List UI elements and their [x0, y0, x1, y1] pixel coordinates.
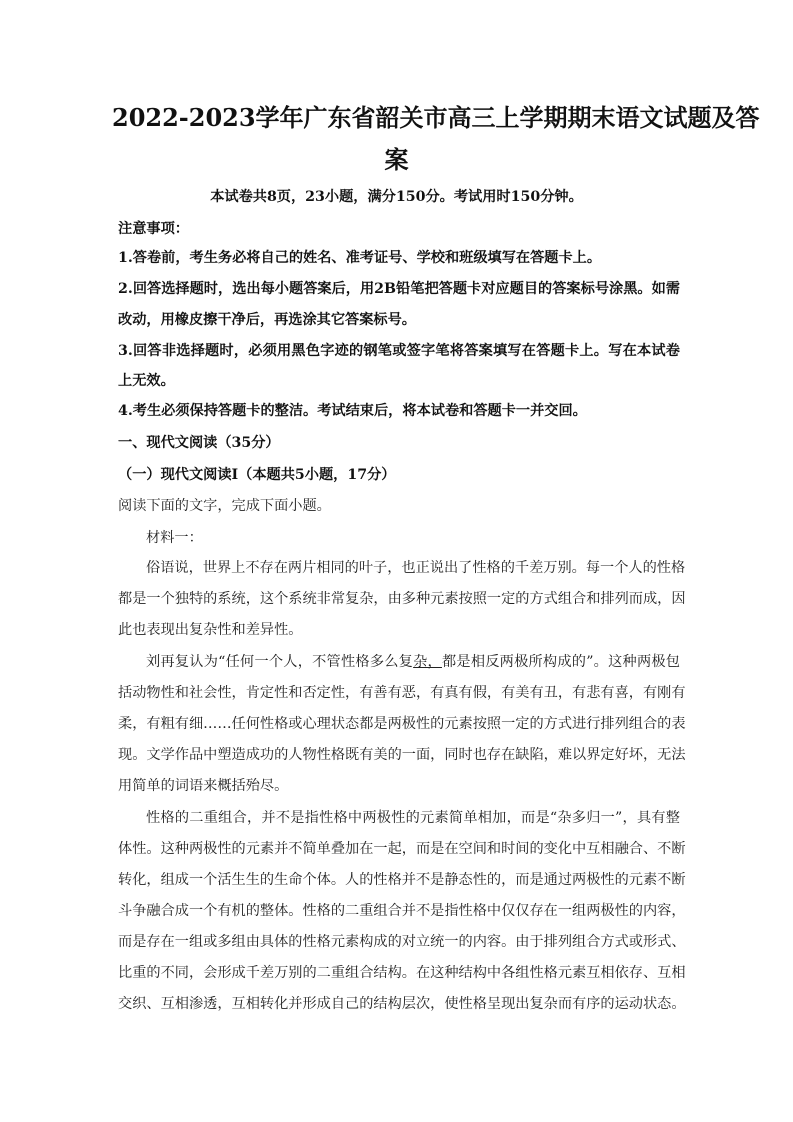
material-label: 材料一： [146, 530, 203, 546]
paragraph-line: 性格的二重组合，并不是指性格中两极性的元素简单相加，而是“杂多归一”，具有整 [146, 810, 680, 826]
paragraph-line [146, 653, 680, 671]
paragraph-line: 此也表现出复杂性和差异性。 [118, 622, 303, 638]
notice-heading: 注意事项： [118, 221, 189, 237]
subsection-heading: （一）现代文阅读Ⅰ（本题共5小题，17分） [118, 467, 396, 483]
paragraph-line: 用简单的词语来概括殆尽。 [118, 778, 289, 794]
notice-line: 1.答卷前，考生务必将自己的姓名、准考证号、学校和班级填写在答题卡上。 [118, 250, 602, 266]
paragraph-line: 交织、互相渗透，互相转化并形成自己的结构层次，使性格呈现出复杂而有序的运动状态。 [118, 996, 686, 1012]
paragraph-line: 都是一个独特的系统，这个系统非常复杂，由多种元素按照一定的方式组合和排列而成，因 [118, 591, 686, 607]
underlined-text: 杂， [413, 654, 442, 670]
text-run: 都是相反两极所构成的”。这种两极包 [441, 654, 680, 670]
instruction: 阅读下面的文字，完成下面小题。 [118, 498, 331, 514]
paragraph-line: 而是存在一组或多组由具体的性格元素构成的对立统一的内容。由于排列组合方式或形式、 [118, 934, 686, 950]
paragraph-line: 现。文学作品中塑造成功的人物性格既有美的一面，同时也存在缺陷，难以界定好坏，无法 [118, 747, 686, 763]
paragraph-line: 体性。这种两极性的元素并不简单叠加在一起，而是在空间和时间的变化中互相融合、不断 [118, 841, 686, 857]
text-run: 刘再复认为“任何一个人，不管性格多么复 [146, 654, 414, 670]
notice-line: 上无效。 [118, 373, 175, 389]
paragraph-line: 转化，组成一个活生生的生命个体。人的性格并不是静态性的，而是通过两极性的元素不断 [118, 872, 686, 888]
paragraph-line: 俗语说，世界上不存在两片相同的叶子，也正说出了性格的千差万别。每一个人的性格 [146, 560, 686, 576]
notice-line: 改动，用橡皮擦干净后，再选涂其它答案标号。 [118, 312, 416, 328]
section-heading: 一、现代文阅读（35分） [118, 435, 280, 451]
document-title-continued: 案 [384, 145, 409, 174]
notice-line: 4.考生必须保持答题卡的整洁。考试结束后，将本试卷和答题卡一并交回。 [118, 403, 587, 419]
paragraph-line: 斗争融合成一个有机的整体。性格的二重组合并不是指性格中仅仅存在一组两极性的内容， [118, 903, 686, 919]
notice-line: 2.回答选择题时，选出每小题答案后，用2B铅笔把答题卡对应题目的答案标号涂黑。如需 [118, 281, 680, 297]
paragraph-line: 柔，有粗有细……任何性格或心理状态都是两极性的元素按照一定的方式进行排列组合的表 [118, 716, 686, 732]
paragraph-line: 比重的不同，会形成千差万别的二重组合结构。在这种结构中各组性格元素互相依存、互相 [118, 965, 686, 981]
document-title: 2022-2023学年广东省韶关市高三上学期期末语文试题及答 [112, 103, 760, 132]
notice-line: 3.回答非选择题时，必须用黑色字迹的钢笔或签字笔将答案填写在答题卡上。写在本试卷 [118, 343, 680, 359]
exam-info: 本试卷共8页，23小题，满分150分。考试用时150分钟。 [210, 189, 583, 205]
paragraph-line: 括动物性和社会性，肯定性和否定性，有善有恶，有真有假，有美有丑，有悲有喜，有刚有 [118, 685, 686, 701]
